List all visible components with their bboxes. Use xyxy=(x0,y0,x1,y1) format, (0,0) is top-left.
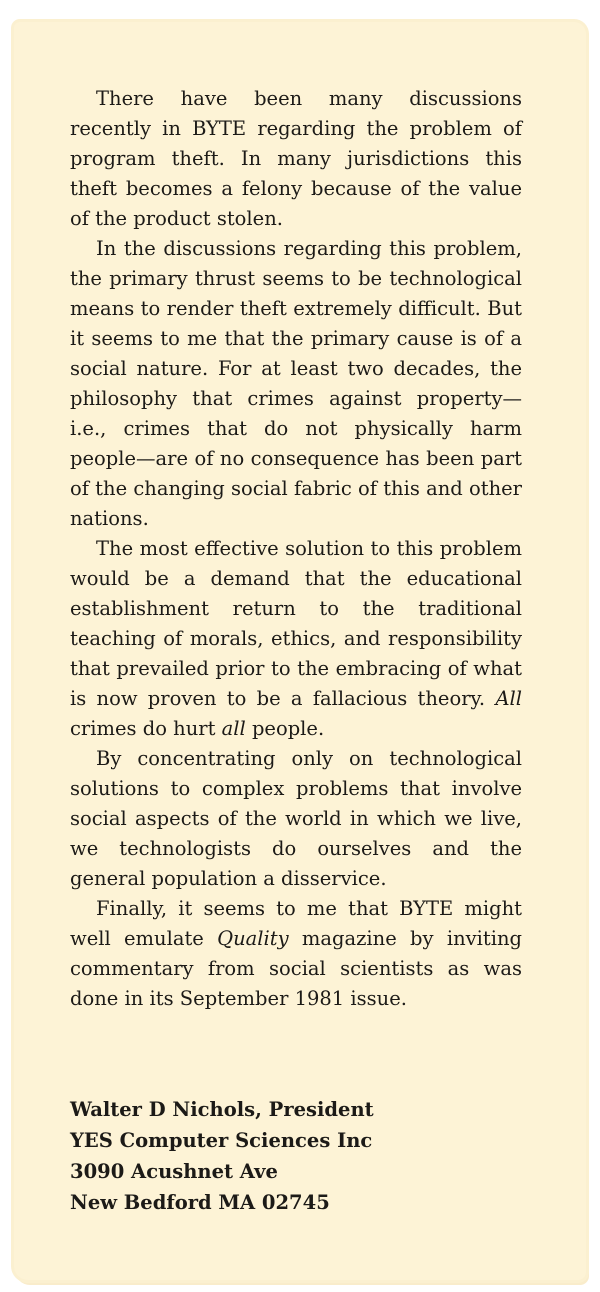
paragraph-1: There have been many discussions recently in BYTE regarding the problem of program theft. In many jurisdictions this theft becomes a felony because of the value of the product stolen. xyxy=(70,87,522,230)
paragraph-3-text-middle: crimes do hurt xyxy=(70,717,216,740)
emphasis-all-capitalized: All xyxy=(495,687,522,710)
signature-street: 3090 Acushnet Ave xyxy=(70,1160,278,1183)
signature-name: Walter D Nichols, President xyxy=(70,1098,374,1121)
paragraph-2: In the discussions regarding this problem, the primary thrust seems to be technological means to render theft extremely difficult. But it seems to me that the primary cause is of a social nature. For at least two decades, the philosophy that crimes against property—i.e., crimes that do not physically harm people—are of no consequence has been part of the changing social fabric of this and other nations. xyxy=(70,237,522,530)
paragraph-4: By concentrating only on technological solutions to complex problems that involve social aspects of the world in which we live, we technologists do ourselves and the general population a disservice. xyxy=(70,747,522,890)
paragraph-5-text-end: magazine by inviting commentary from social scientists as was done in its September 1981 issue. xyxy=(70,927,522,1010)
paragraph-5 xyxy=(70,894,522,1014)
paragraph-3-text: The most effective solution to this problem would be a demand that the educational establishment return to the traditional teaching of morals, ethics, and responsibility that prevailed prior to the embracing of what is now proven to be a fallacious theory. xyxy=(70,537,522,710)
letter-body xyxy=(70,84,522,1014)
magazine-title: Quality xyxy=(217,927,289,950)
signature-company: YES Computer Sciences Inc xyxy=(70,1129,373,1152)
paragraph-3 xyxy=(70,534,522,744)
signature-city: New Bedford MA 02745 xyxy=(70,1191,330,1214)
emphasis-all: all xyxy=(221,717,246,740)
paragraph-3-text-end: people. xyxy=(251,717,325,740)
signature-block xyxy=(70,1094,522,1218)
paragraph-5-text: Finally, it seems to me that BYTE might well emulate xyxy=(70,897,522,950)
